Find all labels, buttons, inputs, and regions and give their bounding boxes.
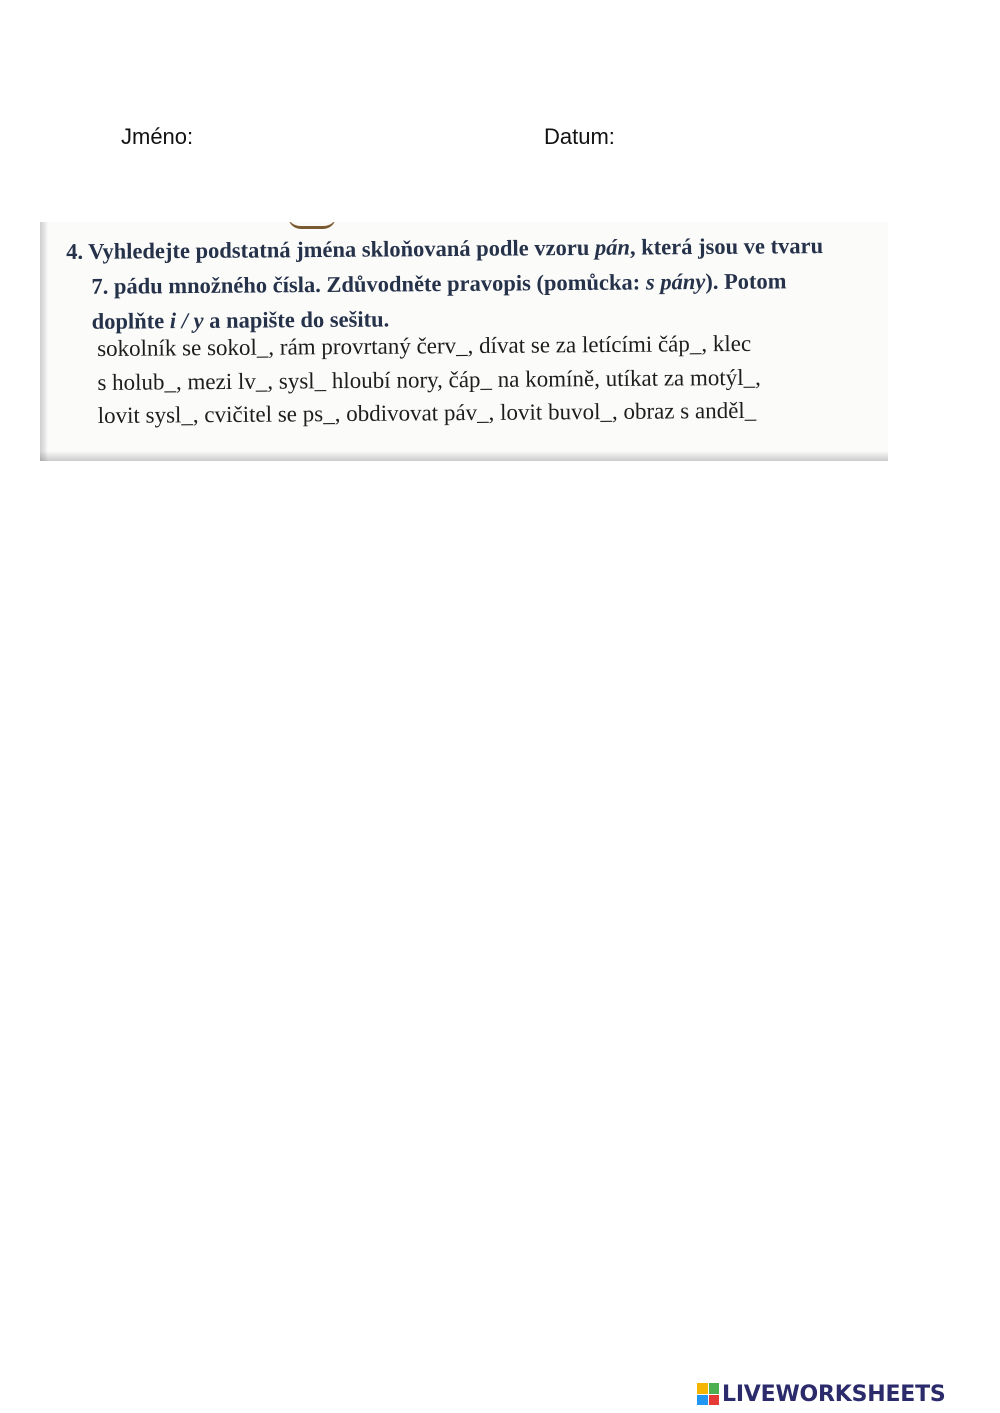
scan-artifact [288,222,336,229]
scanned-exercise [40,222,888,461]
name-field-label: Jméno: [121,124,194,149]
letter-choice: i / y [169,307,204,334]
pattern-word: pán [594,234,631,260]
exercise-heading-line-3: doplňte i / y a napište do sešitu. [91,306,390,334]
hint-text: s pány [645,268,706,295]
liveworksheets-logo-icon [697,1383,719,1405]
logo-square [709,1395,720,1406]
exercise-heading [66,228,888,339]
exercise-heading-line-2: 7. pádu množného čísla. Zdůvodněte pravopis (pomůcka: s pány). Potom [91,268,787,299]
exercise-heading-line-1: 4. Vyhledejte podstatná jména skloňovaná podle vzoru pán, která jsou ve tvaru [66,233,824,264]
exercise-body [97,326,888,433]
liveworksheets-logo [697,1379,946,1409]
logo-wordmark: LIVEWORKSHEETS [722,1381,946,1407]
logo-square [697,1383,708,1394]
logo-square [709,1383,720,1394]
scan-edge-shadow [40,222,48,461]
exercise-line: sokolník se sokol_, rám provrtaný červ_, dívat se za letícími čáp_, klec [97,330,752,361]
exercise-line: lovit sysl_, cvičitel se ps_, obdivovat páv_, lovit buvol_, obraz s anděl_ [97,397,757,428]
logo-square [697,1395,708,1406]
scan-bottom-shadow [40,451,888,461]
date-field-label: Datum: [544,124,615,149]
exercise-line: s holub_, mezi lv_, sysl_ hloubí nory, čáp_ na komíně, utíkat za motýl_, [97,364,761,395]
